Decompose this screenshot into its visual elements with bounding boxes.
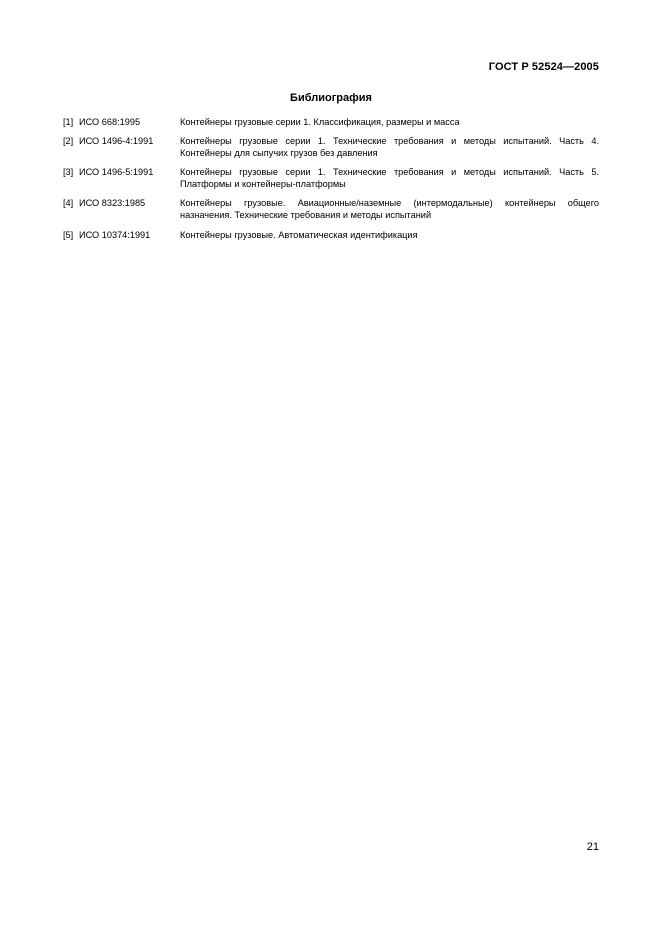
entry-number: [3]	[63, 167, 74, 178]
entry-title: Контейнеры грузовые серии 1. Классификация, размеры и масса	[180, 117, 460, 127]
bibliography-entry	[63, 117, 599, 129]
entry-standard: ИСО 8323:1985	[79, 198, 146, 209]
entry-number: [2]	[63, 136, 74, 147]
page-number: 21	[586, 841, 599, 853]
bibliography-title: Библиография	[290, 92, 372, 104]
entry-title: Контейнеры грузовые. Авиационные/наземные (интермодальные) контейнеры общего назначения. Технические требования и методы испытаний	[180, 198, 599, 221]
entry-title: Контейнеры грузовые серии 1. Технические требования и методы испытаний. Часть 4. Контейнеры для сыпучих грузов без давления	[180, 136, 599, 159]
entry-number: [5]	[63, 229, 74, 240]
bibliography-entry	[63, 230, 599, 242]
entry-standard: ИСО 10374:1991	[79, 229, 151, 240]
entry-title: Контейнеры грузовые серии 1. Технические требования и методы испытаний. Часть 5. Платформы и контейнеры-платформы	[180, 167, 599, 190]
bibliography-list	[63, 117, 599, 249]
bibliography-entry	[63, 198, 599, 222]
entry-standard: ИСО 668:1995	[79, 117, 141, 127]
entry-standard: ИСО 1496-4:1991	[79, 136, 154, 147]
entry-title: Контейнеры грузовые. Автоматическая идентификация	[180, 229, 418, 240]
entry-standard: ИСО 1496-5:1991	[79, 167, 154, 178]
document-code: ГОСТ Р 52524—2005	[488, 61, 599, 73]
entry-number: [1]	[63, 117, 74, 127]
entry-number: [4]	[63, 198, 74, 209]
bibliography-entry	[63, 167, 599, 191]
bibliography-entry	[63, 136, 599, 160]
